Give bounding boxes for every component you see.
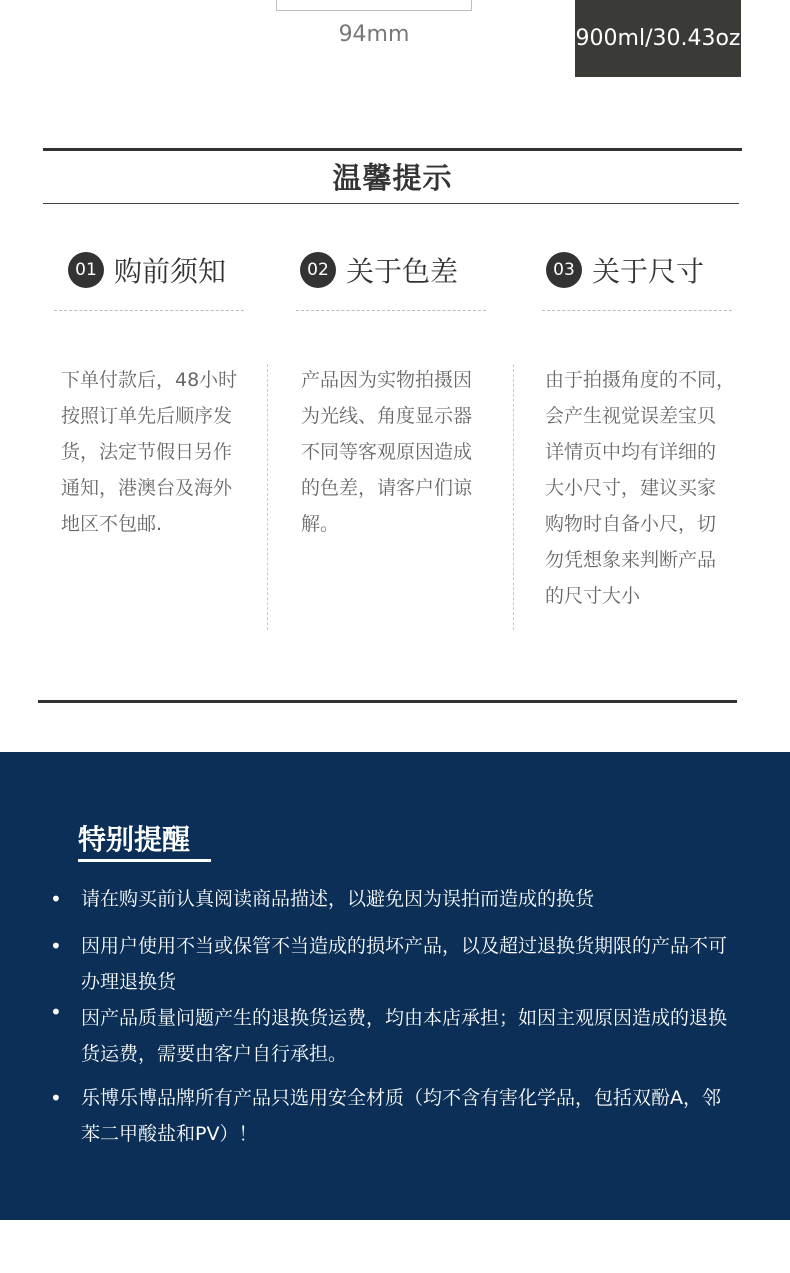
- tip-text-line: 解。: [301, 513, 340, 535]
- tip-text-line: 由于拍摄角度的不同，: [545, 369, 736, 391]
- bullet-icon: •: [50, 1000, 62, 1024]
- column-separator-2: [513, 364, 514, 630]
- tip-text-line: 的尺寸大小: [545, 585, 641, 607]
- notice-line: 办理退换货: [81, 971, 177, 993]
- width-dimension-label: 94mm: [338, 22, 410, 47]
- tip-title-color-difference: 关于色差: [346, 255, 459, 288]
- tip-divider-2: [296, 310, 486, 311]
- tip-number-badge-3: 03: [546, 252, 582, 288]
- tip-text-line: 大小尺寸，建议买家: [545, 477, 717, 499]
- notice-line: 因产品质量问题产生的退换货运费，均由本店承担；如因主观原因造成的退换: [81, 1007, 728, 1029]
- special-notice-panel: [0, 752, 790, 1220]
- tip-column-1-header: [68, 250, 226, 290]
- tip-text-color-difference: [301, 362, 472, 542]
- bullet-icon: •: [50, 887, 62, 911]
- tip-text-line: 货，法定节假日另作: [61, 441, 233, 463]
- column-separator-1: [267, 364, 268, 630]
- dimension-box-outline: [276, 0, 472, 11]
- tip-text-line: 为光线、角度显示器: [301, 405, 473, 427]
- tip-text-line: 下单付款后，48小时: [61, 369, 238, 391]
- tips-title: 温馨提示: [332, 161, 453, 195]
- tip-text-line: 购物时自备小尺，切: [545, 513, 717, 535]
- tip-text-line: 按照订单先后顺序发: [61, 405, 233, 427]
- bullet-icon: •: [50, 1086, 62, 1110]
- tip-number-badge-1: 01: [68, 252, 104, 288]
- tip-divider-1: [54, 310, 244, 311]
- capacity-label: 900ml/30.43oz: [575, 26, 741, 51]
- notice-line: 苯二甲酸盐和PV）！: [81, 1123, 258, 1145]
- notice-item-4: [50, 1080, 751, 1152]
- tip-title-purchase-notice: 购前须知: [114, 255, 227, 288]
- tip-text-line: 详情页中均有详细的: [545, 441, 717, 463]
- tips-top-rule: [43, 148, 742, 151]
- tip-text-line: 地区不包邮.: [61, 513, 163, 535]
- notice-title: 特别提醒: [78, 823, 191, 856]
- tip-text-line: 勿凭想象来判断产品: [545, 549, 717, 571]
- tip-text-size: [545, 362, 735, 614]
- tip-text-line: 产品因为实物拍摄因: [301, 369, 473, 391]
- notice-title-underline: [78, 859, 211, 862]
- bullet-icon: •: [50, 934, 62, 958]
- notice-item-1: [50, 881, 751, 917]
- tips-bottom-rule: [38, 700, 737, 703]
- tip-text-line: 不同等客观原因造成: [301, 441, 473, 463]
- notice-line: 请在购买前认真阅读商品描述，以避免因为误拍而造成的换货: [81, 888, 595, 910]
- tip-number-badge-2: 02: [300, 252, 336, 288]
- notice-line: 因用户使用不当或保管不当造成的损坏产品，以及超过退换货期限的产品不可: [81, 935, 728, 957]
- notice-line: 乐博乐博品牌所有产品只选用安全材质（均不含有害化学品，包括双酚A，邻: [81, 1087, 721, 1109]
- notice-line: 货运费，需要由客户自行承担。: [81, 1043, 348, 1065]
- tip-title-size: 关于尺寸: [592, 255, 705, 288]
- notice-item-3: [50, 1000, 751, 1072]
- tip-column-3-header: [546, 250, 704, 290]
- capacity-badge: [575, 0, 741, 77]
- tip-divider-3: [542, 310, 732, 311]
- tip-text-line: 通知，港澳台及海外: [61, 477, 233, 499]
- tip-text-line: 会产生视觉误差宝贝: [545, 405, 717, 427]
- tip-text-purchase-notice: [61, 362, 237, 542]
- tip-text-line: 的色差，请客户们谅: [301, 477, 473, 499]
- tip-column-2-header: [300, 250, 458, 290]
- notice-item-2: [50, 928, 751, 1000]
- tips-title-rule: [43, 203, 739, 204]
